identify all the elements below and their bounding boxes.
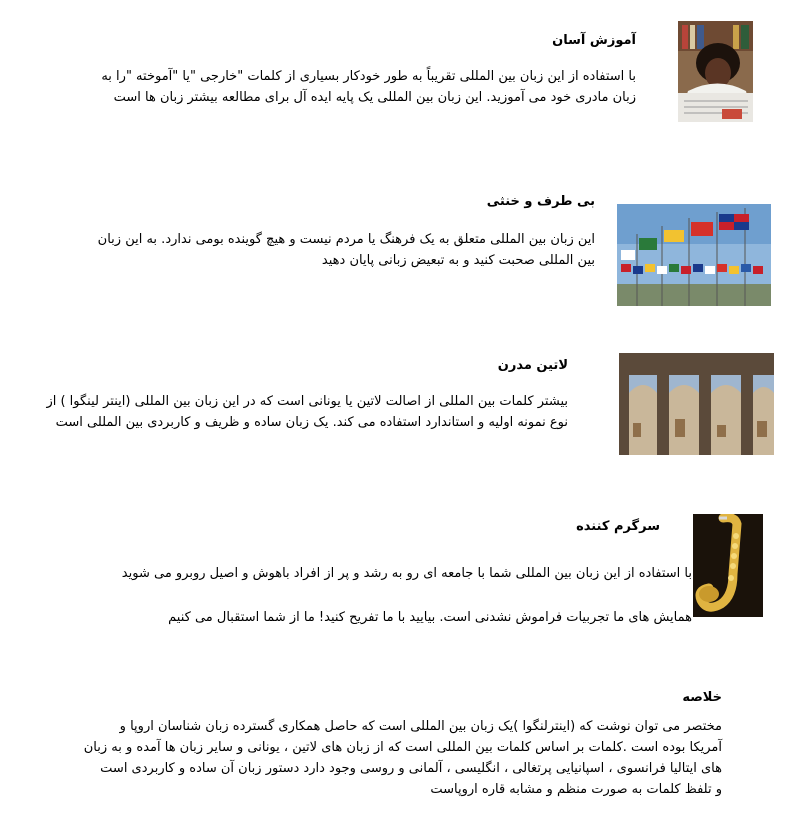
saxophone-image <box>693 514 763 617</box>
text-line: و تلفظ کلمات به صورت منظم و مشابه قاره اروپاست <box>430 782 722 797</box>
text-line: های ایتالیا فرانسوی ، اسپانیایی پرتغالی ، انگلیسی ، آلمانی و روسی وجود دارد دستور زبان آن ساده و کاربردی است <box>100 761 722 776</box>
section-text-easy-learning <box>16 66 636 108</box>
aqueduct-image <box>619 353 774 455</box>
flags-image <box>617 204 771 306</box>
section-title-modern-latin: لاتین مدرن <box>497 358 568 373</box>
text-line: بین المللی صحبت کنید و به تبعیض زبانی پایان دهید <box>321 253 595 268</box>
text-line: زبان مادری خود می آموزید. این زبان بین المللی یک پایه ایده آل برای مطالعه بیشتر زبان ها است <box>113 90 636 105</box>
text-line: نوع نمونه اولیه و استاندارد استفاده می کند. یک زبان ساده و ظریف و کاربردی بین المللی است <box>55 415 568 430</box>
section-title-fun: سرگرم کننده <box>576 519 660 534</box>
summary-title: خلاصه <box>682 690 722 705</box>
section-text-neutral <box>35 229 595 271</box>
woman-reading-image <box>678 21 753 122</box>
text-line: با استفاده از این زبان بین المللی شما با جامعه ای رو به رشد و پر از افراد باهوش و اصیل روبرو می شوید <box>121 566 692 581</box>
text-line: این زبان بین المللی متعلق به یک فرهنگ یا مردم نیست و هیچ گوینده بومی ندارد. به این زبان <box>97 232 595 247</box>
section-text-modern-latin <box>28 391 568 433</box>
section-text-fun <box>42 552 692 640</box>
text-line: مختصر می توان نوشت که (اینترلنگوا )یک زبان بین المللی است که حاصل همکاری گسترده زبان شناسان اروپا و <box>119 719 722 734</box>
text-line: بیشتر کلمات بین المللی از اصالت لاتین یا یونانی است که در این زبان بین المللی (اینتر لینگوا ) از <box>46 394 568 409</box>
text-line: همایش های ما تجربیات فراموش نشدنی است. بیایید با ما تفریح کنید! ما از شما استقبال می کنیم <box>168 610 692 625</box>
section-title-neutral: بی طرف و خنثی <box>486 194 595 209</box>
text-line: آمریکا بوده است .کلمات بر اساس کلمات بین المللی است که از زبان های لاتین ، یونانی و سایر زبان ها آمده و به زبان <box>83 740 722 755</box>
text-line: با استفاده از این زبان بین المللی تقریباً به طور خودکار بسیاری از کلمات "خارجی "یا "آموخته "را به <box>101 69 636 84</box>
summary-text <box>22 716 722 800</box>
section-title-easy-learning: آموزش آسان <box>552 33 636 48</box>
